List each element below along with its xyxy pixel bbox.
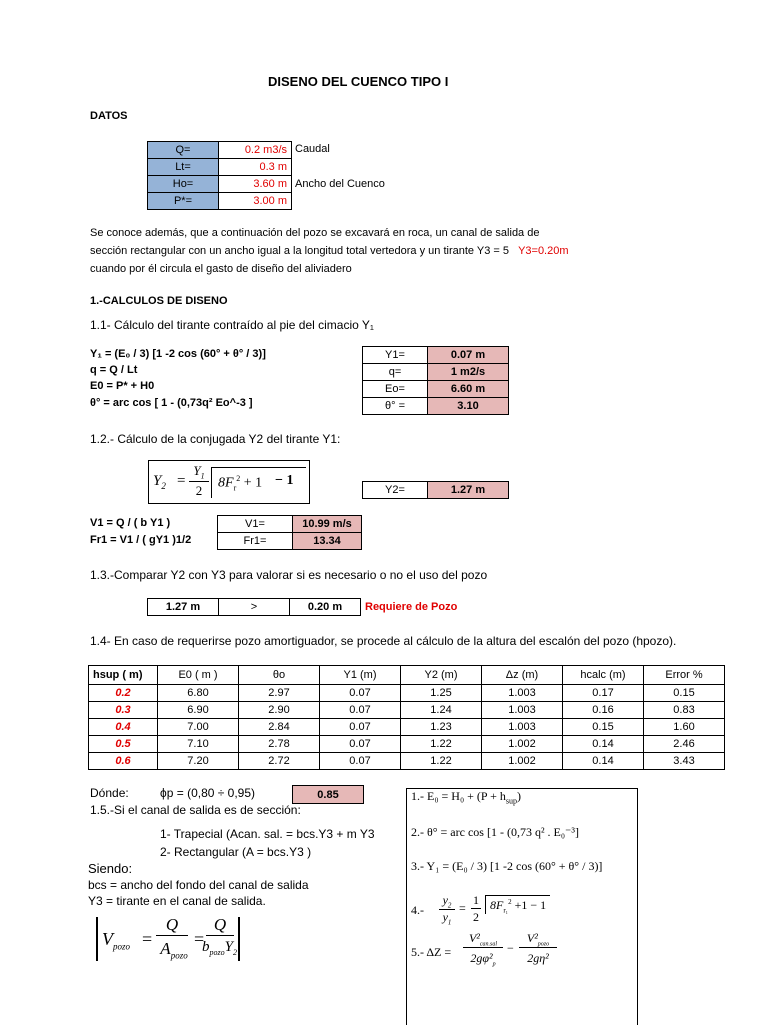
table-cell: 0.83 — [644, 702, 725, 719]
table-cell: 0.07 — [320, 719, 401, 736]
summary-f4-half-den: 2 — [473, 910, 479, 924]
intro-y3-value: Y3=0.20m — [518, 245, 569, 257]
table-row — [89, 685, 725, 702]
formula-summary-box — [406, 788, 638, 1025]
table-cell: 7.20 — [158, 753, 239, 770]
phi-range: ϕp = (0,80 ÷ 0,95) — [160, 786, 256, 800]
table-cell: 0.16 — [563, 702, 644, 719]
ancho-note: Ancho del Cuenco — [295, 178, 385, 190]
result-row — [363, 482, 509, 499]
datos-value-cell: 3.00 m — [219, 193, 292, 210]
summary-f4-y1: $y_1$ — [442, 910, 452, 927]
y2-formula-den: 2 — [195, 483, 203, 498]
formula-v1: V1 = Q / ( b Y1 ) — [90, 517, 171, 529]
result-label: Y2= — [363, 482, 428, 499]
summary-f5-den1: $2g\varphi^2_p$ — [470, 951, 496, 968]
datos-label-cell: Lt= — [148, 159, 219, 176]
table-header: Error % — [644, 666, 725, 685]
summary-formula-4-label: 4.- — [411, 903, 424, 917]
table-cell: 1.003 — [482, 685, 563, 702]
table-cell: 2.46 — [644, 736, 725, 753]
table-cell: 3.43 — [644, 753, 725, 770]
table-cell: 1.003 — [482, 702, 563, 719]
datos-value-cell: 0.2 m3/s — [219, 142, 292, 159]
result-row — [218, 533, 362, 550]
formula-theta: θ° = arc cos [ 1 - (0,73q² Eo^-3 ] — [90, 397, 253, 409]
table-cell: 6.80 — [158, 685, 239, 702]
result-value: 0.07 m — [428, 347, 509, 364]
result-row — [363, 381, 509, 398]
table-header: Δz (m) — [482, 666, 563, 685]
section-1-1-title: 1.1- Cálculo del tirante contraído al pie del cimacio Y₁ — [90, 318, 374, 332]
table-cell: 1.23 — [401, 719, 482, 736]
summary-formula-5-label: 5.- ΔZ = — [411, 945, 452, 959]
donde-label: Dónde: — [90, 786, 129, 800]
table-cell: 0.14 — [563, 736, 644, 753]
section-1-4-title: 1.4- En caso de requerirse pozo amortiguador, se procede al cálculo de la altura del escalón del pozo (hpozo). — [90, 634, 677, 648]
y2-formula-minus: − 1 — [275, 473, 294, 488]
vpozo-frac1-den: $A_{pozo}$ — [160, 939, 188, 961]
page-title: DISENO DEL CUENCO TIPO I — [268, 74, 449, 89]
table-cell: 0.15 — [563, 719, 644, 736]
result-row — [218, 516, 362, 533]
summary-f4-eq: = — [459, 901, 466, 915]
result-row — [363, 364, 509, 381]
formula-y1: Y₁ = (E₀ / 3) [1 -2 cos (60° + θ° / 3)] — [90, 348, 266, 360]
table-cell: 6.90 — [158, 702, 239, 719]
table-cell: 7.10 — [158, 736, 239, 753]
vpozo-frac2-num: Q — [206, 915, 234, 936]
datos-row — [148, 193, 292, 210]
result-value: 13.34 — [293, 533, 362, 550]
datos-row — [148, 142, 292, 159]
vpozo-formula — [96, 915, 240, 973]
vpozo-bracket-left — [96, 917, 98, 961]
comparison-table — [147, 598, 361, 616]
datos-label-cell: Q= — [148, 142, 219, 159]
summary-f5-den2: 2gη² — [527, 951, 549, 965]
v-results-table — [217, 515, 362, 550]
vpozo-eq-1: = — [142, 929, 153, 949]
vpozo-frac1-num: Q — [156, 915, 188, 936]
y2-formula-eq: = — [177, 473, 186, 489]
result-value: 1.27 m — [428, 482, 509, 499]
result-value: 10.99 m/s — [293, 516, 362, 533]
datos-table — [147, 141, 292, 210]
table-cell: 1.24 — [401, 702, 482, 719]
table-row — [89, 702, 725, 719]
table-cell: 2.90 — [239, 702, 320, 719]
table-row — [89, 736, 725, 753]
summary-formula-1: 1.- $E_0 = H_0 + (P + h_{sup})$ — [411, 789, 522, 806]
summary-formula-3: 3.- Y₁ = (E₀ / 3) [1 -2 cos (60° + θ° / 3)] — [411, 859, 603, 873]
table-header: Y1 (m) — [320, 666, 401, 685]
table-cell: 7.00 — [158, 719, 239, 736]
vpozo-bracket-right — [238, 917, 240, 961]
summary-f5-num2: $V^2_{pozo}$ — [519, 931, 557, 948]
result-row — [363, 398, 509, 415]
table-cell: 0.5 — [89, 736, 158, 753]
datos-label-cell: Ho= — [148, 176, 219, 193]
table-cell: 0.07 — [320, 702, 401, 719]
comparison-result: Requiere de Pozo — [365, 601, 458, 613]
section-1-2-title: 1.2.- Cálculo de la conjugada Y2 del tirante Y1: — [90, 432, 341, 446]
bcs-definition: bcs = ancho del fondo del canal de salida — [88, 878, 309, 892]
table-row — [89, 719, 725, 736]
table-cell: 0.07 — [320, 753, 401, 770]
datos-value-cell: 3.60 m — [219, 176, 292, 193]
datos-label: DATOS — [90, 110, 128, 122]
phi-row — [293, 786, 364, 804]
comparison-row — [148, 599, 361, 616]
formula-fr1: Fr1 = V1 / ( gY1 )1/2 — [90, 534, 192, 546]
table-cell: 0.2 — [89, 685, 158, 702]
comparison-y3: 0.20 m — [290, 599, 361, 616]
result-value: 1 m2/s — [428, 364, 509, 381]
result-label: Fr1= — [218, 533, 293, 550]
summary-f4-y2: $y_2$ — [439, 893, 455, 910]
caudal-note: Caudal — [295, 143, 330, 155]
table-cell: 1.60 — [644, 719, 725, 736]
y2-result-table — [362, 481, 509, 499]
result-label: Eo= — [363, 381, 428, 398]
phi-value: 0.85 — [293, 786, 364, 804]
hpozo-table — [88, 665, 725, 770]
table-header: θo — [239, 666, 320, 685]
table-cell: 1.002 — [482, 753, 563, 770]
datos-value-cell: 0.3 m — [219, 159, 292, 176]
table-cell: 1.003 — [482, 719, 563, 736]
table-cell: 2.84 — [239, 719, 320, 736]
table-header: Y2 (m) — [401, 666, 482, 685]
table-cell: 2.72 — [239, 753, 320, 770]
section-1-heading: 1.-CALCULOS DE DISENO — [90, 295, 228, 307]
formula-e0: E0 = P* + H0 — [90, 380, 155, 392]
table-row — [89, 753, 725, 770]
result-value: 6.60 m — [428, 381, 509, 398]
table-header-row — [89, 666, 725, 685]
option-trapecial: 1- Trapecial (Acan. sal. = bcs.Y3 + m Y3 — [160, 827, 375, 841]
table-cell: 0.17 — [563, 685, 644, 702]
table-cell: 0.15 — [644, 685, 725, 702]
intro-line-2 — [90, 245, 569, 257]
summary-formula-2: 2.- θ° = arc cos [1 - (0,73 q² . E₀⁻³] — [411, 825, 579, 839]
vpozo-frac2-den: $b_{pozo}Y_2$ — [202, 939, 237, 957]
table-cell: 0.07 — [320, 736, 401, 753]
intro-line-3: cuando por él circula el gasto de diseño del aliviadero — [90, 263, 352, 275]
table-cell: 0.6 — [89, 753, 158, 770]
y2-formula-box — [148, 460, 310, 504]
table-header: hcalc (m) — [563, 666, 644, 685]
table-cell: 1.25 — [401, 685, 482, 702]
summary-f5-num1: $V^2_{can.sal}$ — [463, 931, 503, 948]
formula-q: q = Q / Lt — [90, 364, 138, 376]
table-header: E0 ( m ) — [158, 666, 239, 685]
y2-formula-num: $Y_1$ — [189, 463, 209, 482]
option-rectangular: 2- Rectangular (A = bcs.Y3 ) — [160, 845, 312, 859]
datos-label-cell: P*= — [148, 193, 219, 210]
siendo-label: Siendo: — [88, 861, 133, 876]
table-cell: 0.3 — [89, 702, 158, 719]
table-cell: 1.22 — [401, 753, 482, 770]
section-1-5-title: 1.5.-Si el canal de salida es de sección: — [90, 803, 301, 817]
result-label: q= — [363, 364, 428, 381]
vpozo-eq-2: = — [194, 929, 205, 949]
vpozo-lhs: $V_{pozo}$ — [102, 929, 131, 952]
table-cell: 1.002 — [482, 736, 563, 753]
intro-line-2-text: sección rectangular con un ancho igual a la longitud total vertedora y un tirante Y3 = 5 — [90, 245, 509, 257]
result-value: 3.10 — [428, 398, 509, 415]
phi-value-table — [292, 785, 364, 804]
table-cell: 0.4 — [89, 719, 158, 736]
section-1-3-title: 1.3.-Comparar Y2 con Y3 para valorar si es necesario o no el uso del pozo — [90, 568, 488, 582]
table-cell: 0.07 — [320, 685, 401, 702]
y2-formula-lhs: $Y_2$ — [153, 473, 166, 491]
table-cell: 1.22 — [401, 736, 482, 753]
table-cell: 2.97 — [239, 685, 320, 702]
result-label: θ° = — [363, 398, 428, 415]
summary-f4-radical: $8F_{r_1}^2 +1 - 1$ — [485, 895, 550, 914]
table-cell: 0.14 — [563, 753, 644, 770]
result-label: Y1= — [363, 347, 428, 364]
table-header: hsup ( m) — [89, 666, 158, 685]
result-label: V1= — [218, 516, 293, 533]
datos-row — [148, 176, 292, 193]
y3-definition: Y3 = tirante en el canal de salida. — [88, 894, 266, 908]
comparison-operator: > — [219, 599, 290, 616]
table-cell: 2.78 — [239, 736, 320, 753]
summary-f5-minus: − — [507, 941, 514, 955]
y2-formula-radicand: $8F_r^2 + 1$ — [218, 474, 263, 493]
result-row — [363, 347, 509, 364]
intro-line-1: Se conoce además, que a continuación del pozo se excavará en roca, un canal de salida de — [90, 227, 540, 239]
comparison-y2: 1.27 m — [148, 599, 219, 616]
summary-f4-half-num: 1 — [473, 893, 479, 907]
datos-row — [148, 159, 292, 176]
results-1-1-table — [362, 346, 509, 415]
